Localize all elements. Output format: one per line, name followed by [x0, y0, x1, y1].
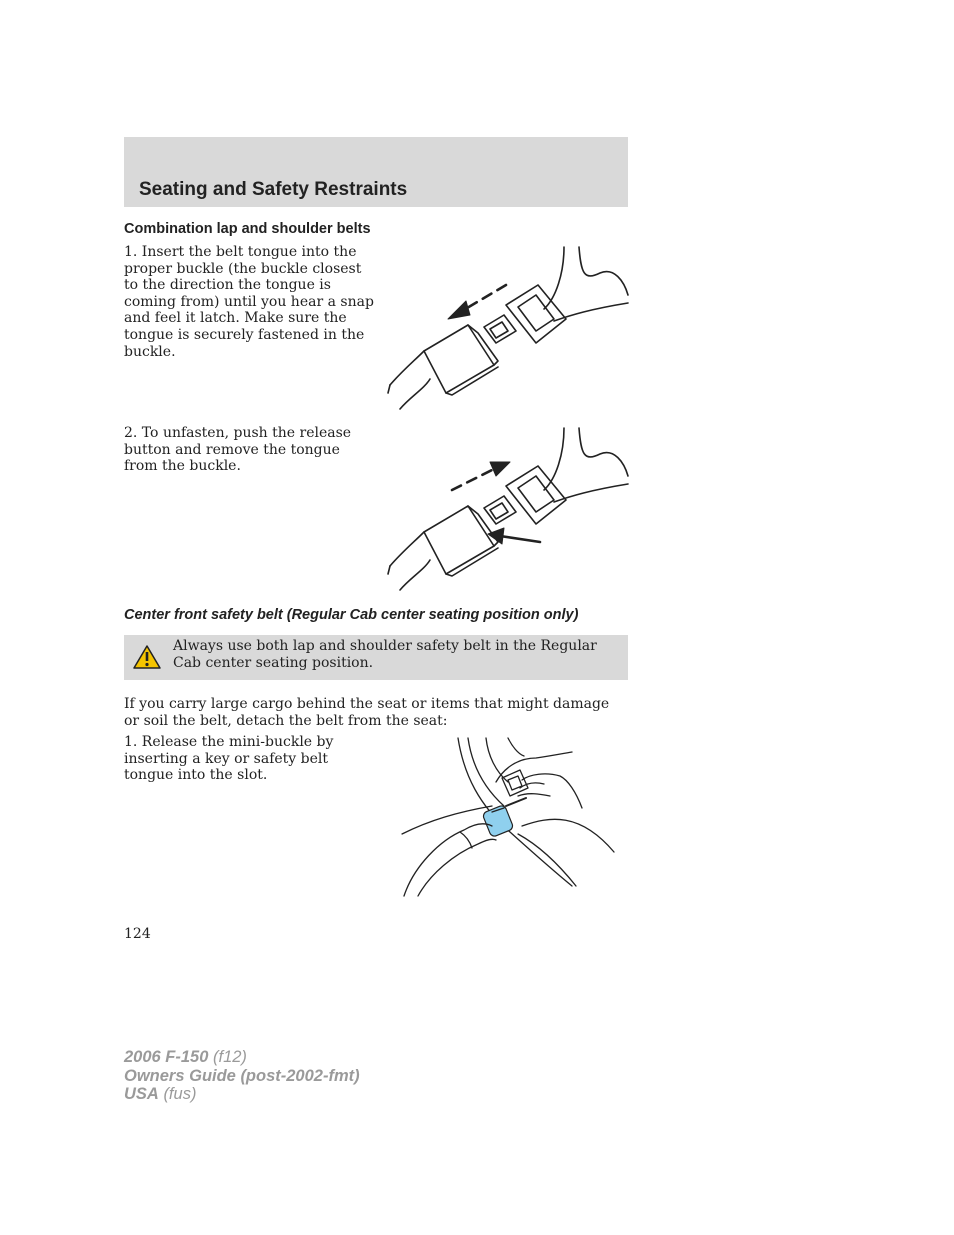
- detach-intro-text: If you carry large cargo behind the seat or items that might damage or soil the belt, detach the belt from the seat:: [124, 696, 610, 729]
- warning-box: [124, 635, 628, 680]
- footer-market: USA: [124, 1085, 159, 1103]
- warning-text: Always use both lap and shoulder safety belt in the Regular Cab center seating position.: [173, 638, 597, 671]
- footer-line-1: [124, 1048, 360, 1067]
- mini-buckle-step-text: 1. Release the mini-buckle by inserting a key or safety belt tongue into the slot.: [124, 734, 334, 784]
- footer-line-3: [124, 1085, 360, 1104]
- section-header: [124, 137, 628, 207]
- warning-triangle-icon: [132, 644, 162, 670]
- belt-fasten-illustration: [386, 243, 630, 411]
- page-title: Seating and Safety Restraints: [139, 179, 408, 200]
- belt-unfasten-illustration: [386, 424, 630, 592]
- document-footer: [124, 1048, 360, 1104]
- fasten-step-text: 1. Insert the belt tongue into the proper buckle (the buckle closest to the direction the tongue is coming from) until you hear a snap and feel it latch. Make sure the tongue is securely fastened in the buckle.: [124, 244, 374, 360]
- center-belt-heading: Center front safety belt (Regular Cab center seating position only): [124, 607, 579, 623]
- mini-buckle-illustration: [400, 736, 616, 898]
- footer-market-code: (fus): [163, 1085, 197, 1103]
- page-number: 124: [124, 926, 151, 942]
- footer-guide: Owners Guide (post-2002-fmt): [124, 1066, 360, 1085]
- combination-belts-heading: Combination lap and shoulder belts: [124, 221, 371, 237]
- unfasten-step-text: 2. To unfasten, push the release button and remove the tongue from the buckle.: [124, 425, 352, 475]
- footer-line-2: [124, 1067, 360, 1086]
- footer-model: 2006 F-150: [124, 1048, 209, 1066]
- footer-model-code: (f12): [213, 1048, 247, 1066]
